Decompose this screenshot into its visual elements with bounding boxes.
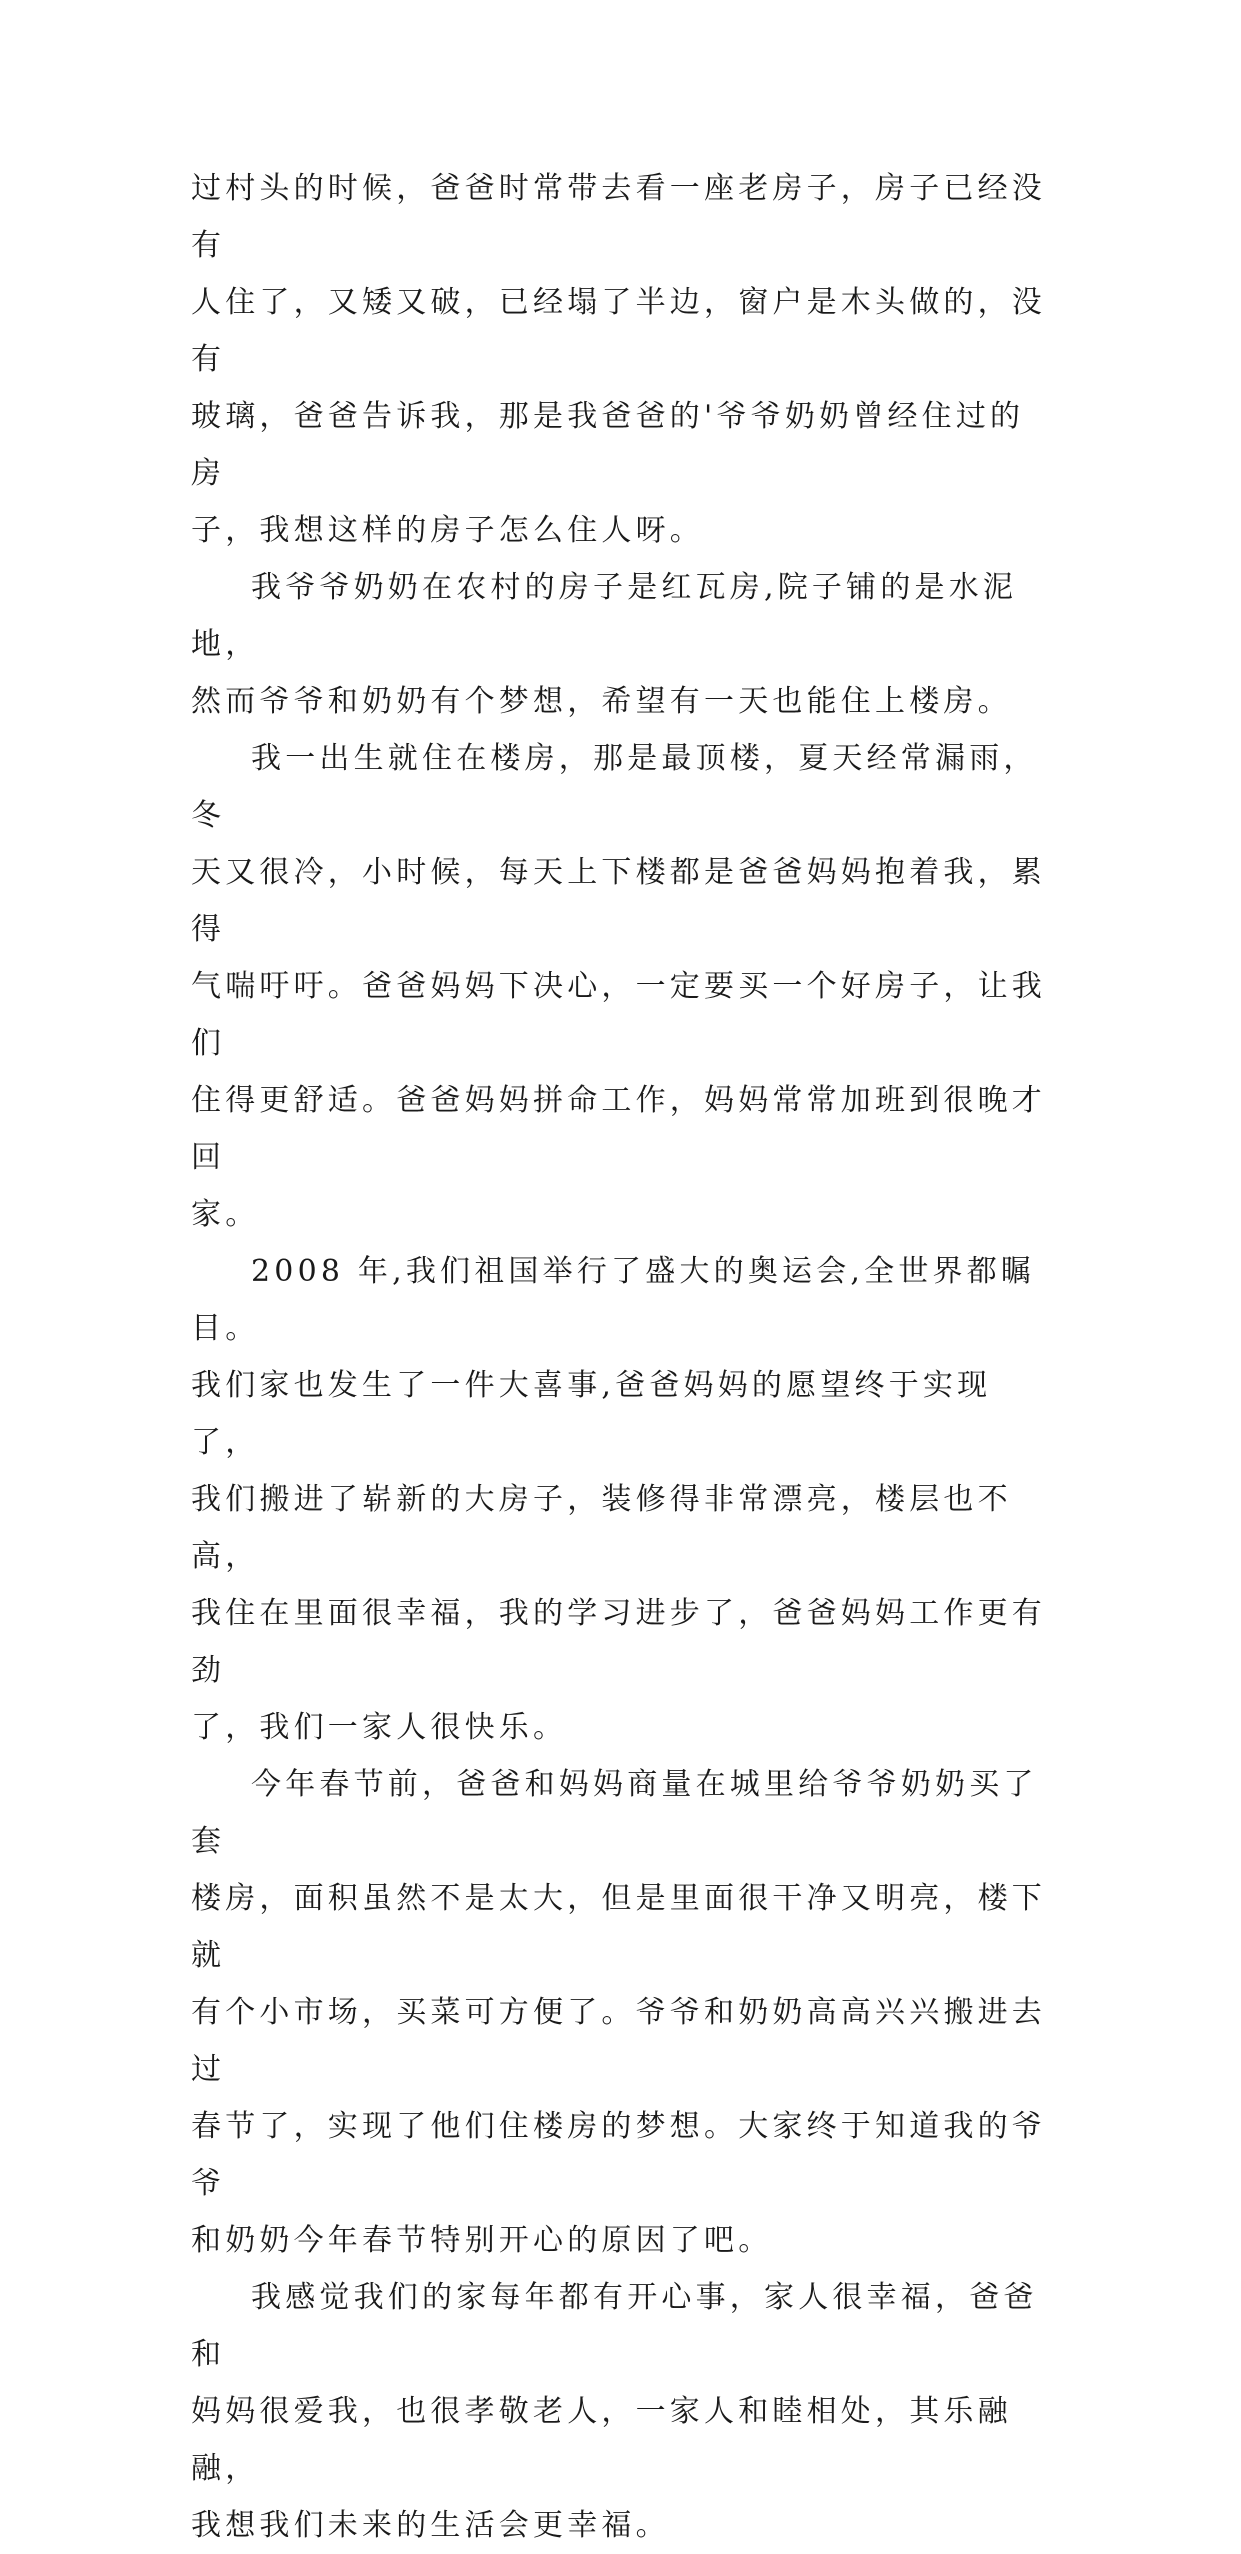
- paragraph-3: 我一出生就住在楼房，那是最顶楼，夏天经常漏雨，冬 天又很冷，小时候，每天上下楼都是爸爸妈妈抱着我，累得 气喘吁吁。爸爸妈妈下决心，一定要买一个好房子，让我们 住得更舒适。爸爸妈妈拼命工作，妈妈常常加班到很晚才回 家。: [191, 741, 1046, 1232]
- paragraph-4: 2008 年,我们祖国举行了盛大的奥运会,全世界都瞩目。 我们家也发生了一件大喜事,爸爸妈妈的愿望终于实现了， 我们搬进了崭新的大房子，装修得非常漂亮，楼层也不高， 我住在里面很幸福，我的学习进步了，爸爸妈妈工作更有劲 了，我们一家人很快乐。: [191, 1254, 1046, 1745]
- paragraph-1: 过村头的时候，爸爸时常带去看一座老房子，房子已经没有 人住了，又矮又破，已经塌了半边，窗户是木头做的，没有 玻璃，爸爸告诉我，那是我爸爸的'爷爷奶奶曾经住过的房 子，我想这样的房子怎么住人呀。: [191, 171, 1046, 548]
- paragraph-6: 我感觉我们的家每年都有开心事，家人很幸福，爸爸和 妈妈很爱我，也很孝敬老人，一家人和睦相处，其乐融融， 我想我们未来的生活会更幸福。: [191, 2280, 1038, 2543]
- paragraph-2: 我爷爷奶奶在农村的房子是红瓦房,院子铺的是水泥地， 然而爷爷和奶奶有个梦想，希望有一天也能住上楼房。: [191, 570, 1018, 719]
- paragraph-5: 今年春节前，爸爸和妈妈商量在城里给爷爷奶奶买了套 楼房，面积虽然不是太大，但是里面很干净又明亮，楼下就 有个小市场，买菜可方便了。爷爷和奶奶高高兴兴搬进去过 春节了，实现了他们住楼房的梦想。大家终于知道我的爷爷 和奶奶今年春节特别开心的原因了吧。: [191, 1767, 1046, 2258]
- document-body: [191, 160, 1051, 2554]
